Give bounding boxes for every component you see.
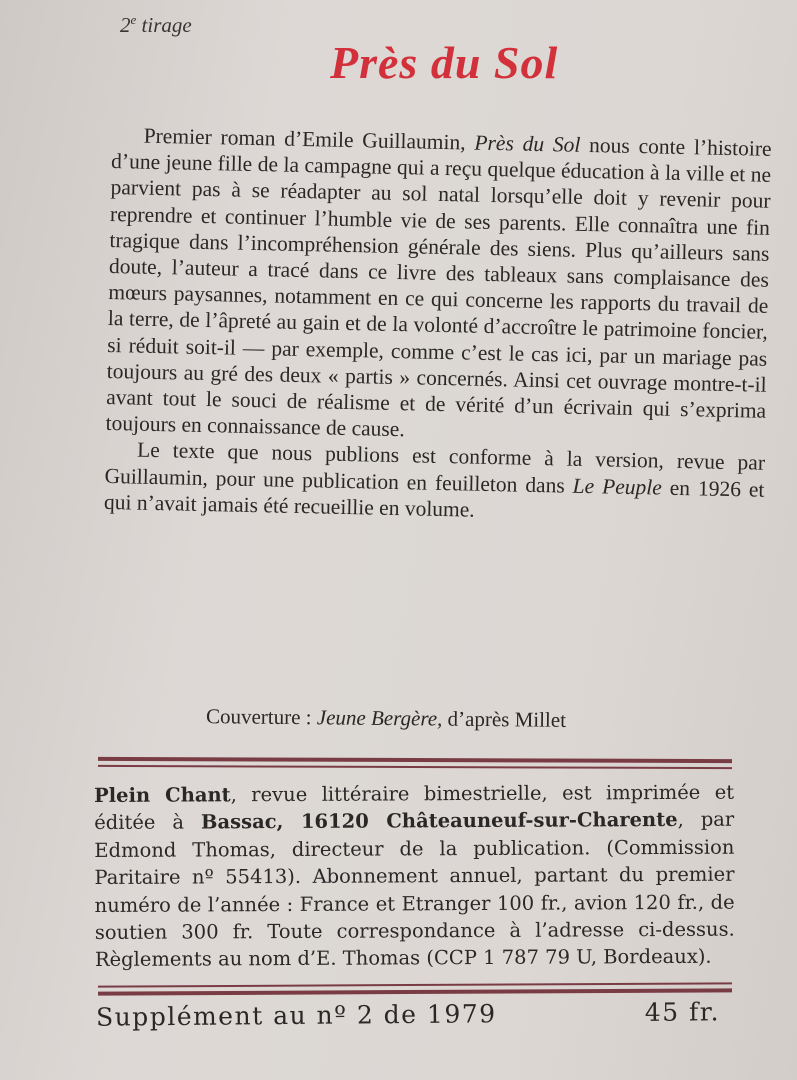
edition-note: 2e tirage: [120, 12, 192, 37]
cover-credit: Couverture : Jeune Bergère, d’après Millet: [205, 704, 567, 732]
divider-rule-top: [98, 757, 732, 769]
description-paragraph-2: Le texte que nous publions est conforme à la version, revue par Guillaumin, pour une publication en feuilleton dans Le Peuple en 1926 et qui n’avait jamais été recueillie en volume.: [103, 438, 766, 522]
description-paragraph-1: Premier roman d’Emile Guillaumin, Près du Sol nous conte l’histoire d’une jeune fille de la campagne qui a reçu quelque éducation à la ville et ne parvient pas à se réadapter au sol natal lorsqu’elle doit y revenir pour reprendre et continuer l’humble vie de ses parents. Elle connaîtra une fin tragique dans l’incompréhension générale des siens. Plus qu’ailleurs sans doute, l’auteur a tracé dans ce livre des tableaux sans complaisance des mœurs paysannes, notamment en ce qui concerne les rapports du travail de la terre, de l’âpreté au gain et de la volonté d’accroître le patrimoine foncier, si réduit soit-il — par exemple, comme c’est le cas ici, par un mariage pas toujours au gré des deux « partis » concernés. Ainsi cet ouvrage montre-t-il avant tout le souci de réalisme et de vérité d’un écrivain qui s’exprima toujours en connaissance de cause.: [105, 123, 772, 442]
imprint-notice: Plein Chant, revue littéraire bimestrielle, est imprimée et éditée à Bassac, 16120 Châteauneuf-sur-Charente, par Edmond Thomas, directeur de la publication. (Commission Paritaire nº 55413). Abonnement annuel, partant du premier numéro de l’année : France et Etranger 100 fr., avion 120 fr., de soutien 300 fr. Toute correspondance à l’adresse ci-dessus. Règlements au nom d’E. Thomas (CCP 1 787 79 U, Bordeaux).: [94, 780, 735, 972]
inline-title: Près du Sol: [474, 130, 581, 157]
supplement-note: Supplément au nº 2 de 1979: [95, 999, 497, 1032]
divider-rule-bottom: [98, 982, 732, 995]
book-description: [104, 122, 772, 529]
inline-title: Le Peuple: [572, 473, 663, 500]
footer: [96, 997, 720, 1031]
publisher-address: Bassac, 16120 Châteauneuf-sur-Charente: [200, 808, 678, 834]
price: 45 fr.: [644, 997, 721, 1027]
book-title: Près du Sol: [330, 37, 559, 88]
publisher-name: Plein Chant: [94, 783, 231, 807]
